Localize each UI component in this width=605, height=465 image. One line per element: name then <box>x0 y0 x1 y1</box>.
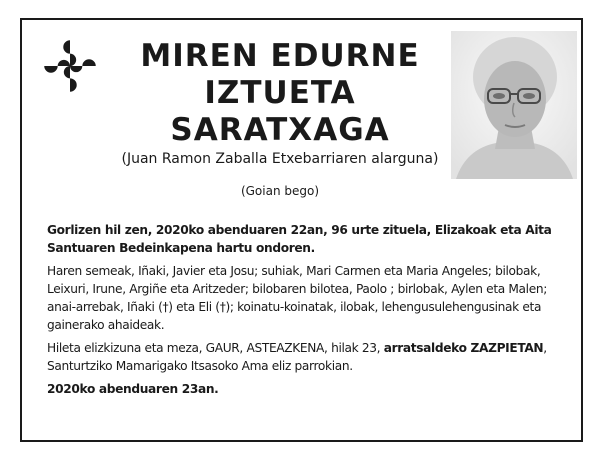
portrait-photo <box>451 31 577 179</box>
name-line-1: MIREN EDURNE <box>140 38 420 74</box>
widow-of-line: (Juan Ramon Zaballa Etxebarriaren alarguna) <box>121 151 439 167</box>
funeral-paragraph <box>47 339 559 375</box>
notice-body <box>47 221 559 398</box>
notice-date: 2020ko abenduaren 23an. <box>47 382 219 396</box>
deceased-name <box>110 38 450 149</box>
goian-bego-line: (Goian bego) <box>240 184 320 198</box>
death-paragraph: Gorlizen hil zen, 2020ko abenduaren 22an, 96 urte zituela, Elizakoak eta Aita Santuaren Bedeinkapena hartu ondoren. <box>47 223 552 255</box>
name-line-3: SARATXAGA <box>170 112 390 148</box>
funeral-text-end: , Santurtziko Mamarigako Itsasoko Ama eliz parrokian. <box>47 341 547 373</box>
family-paragraph: Haren semeak, Iñaki, Javier eta Josu; suhiak, Mari Carmen eta Maria Angeles; bilobak, Leixuri, Irune, Argiñe eta Aritzeder; bilobaren bilotea, Paolo ; birlobak, Aylen eta Malen; anai-arrebak, Iñaki (†) eta Eli (†); koinatu-koinatak, ilobak, lehengusulehengusinak eta gainerako ahaideak. <box>47 264 547 332</box>
funeral-time: arratsaldeko ZAZPIETAN <box>383 341 544 355</box>
funeral-text-start: Hileta elizkizuna eta meza, GAUR, ASTEAZKENA, hilak 23, <box>47 341 384 355</box>
name-line-2: IZTUETA <box>204 75 356 111</box>
lauburu-icon <box>42 38 98 94</box>
